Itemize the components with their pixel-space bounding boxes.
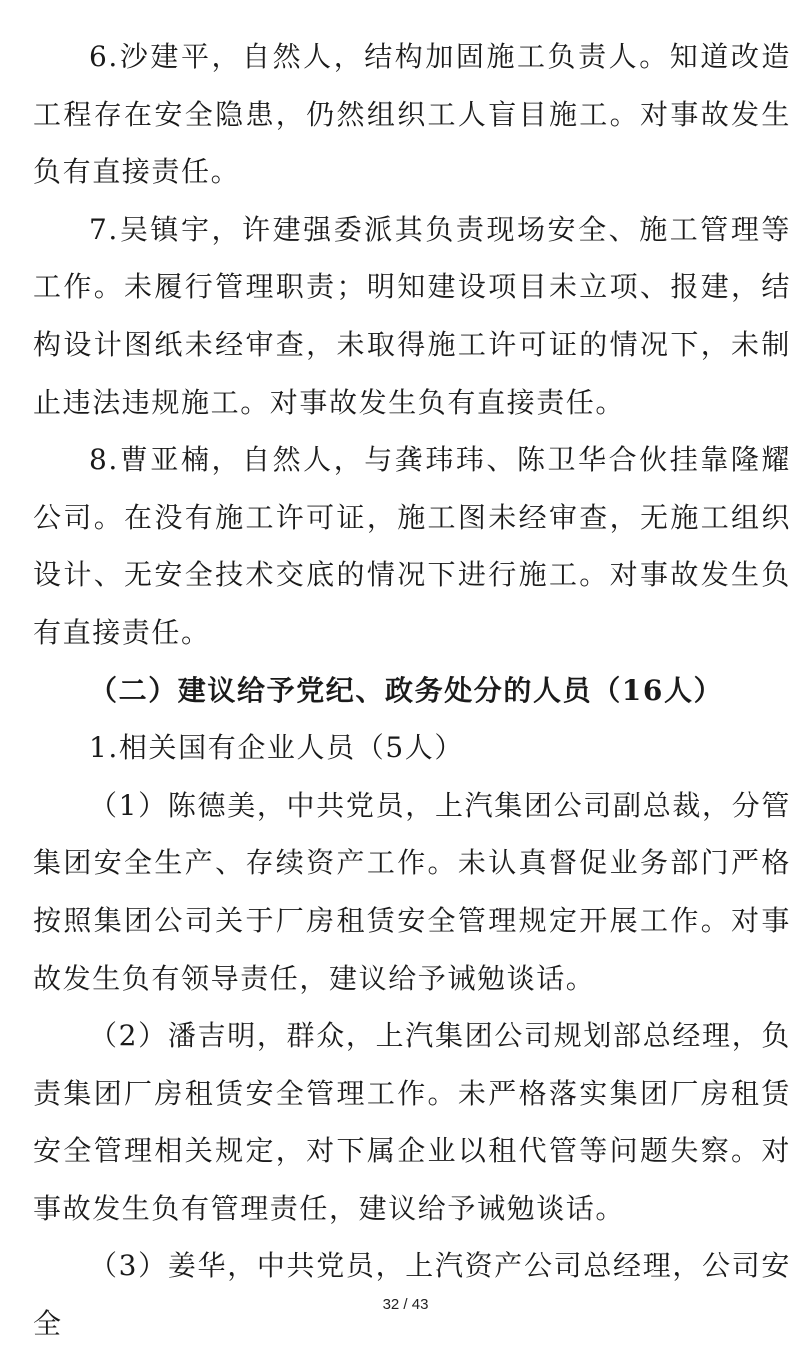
subsection-heading: 1.相关国有企业人员（5人）	[89, 731, 464, 765]
paragraph-sub-1: （1）陈德美，中共党员，上汽集团公司副总裁，分管集团安全生产、存续资产工作。未认真督促业务部门严格按照集团公司关于厂房租赁安全管理规定开展工作。对事故发生负有领导责任，建议给予诫勉谈话。	[33, 788, 791, 995]
paragraph-sub-2: （2）潘吉明，群众，上汽集团公司规划部总经理，负责集团厂房租赁安全管理工作。未严格落实集团厂房租赁安全管理相关规定，对下属企业以租代管等问题失察。对事故发生负有管理责任，建议给予诫勉谈话。	[33, 1019, 791, 1225]
paragraph-sub-3: （3）姜华，中共党员，上汽资产公司总经理，公司安全	[33, 1249, 791, 1341]
paragraph-item-7: 7.吴镇宇，许建强委派其负责现场安全、施工管理等工作。未履行管理职责；明知建设项目未立项、报建，结构设计图纸未经审查，未取得施工许可证的情况下，未制止违法违规施工。对事故发生负有直接责任。	[33, 212, 791, 419]
section-heading: （二）建议给予党纪、政务处分的人员（16人）	[89, 673, 724, 707]
document-body	[33, 28, 791, 1353]
paragraph-item-6: 6.沙建平，自然人，结构加固施工负责人。知道改造工程存在安全隐患，仍然组织工人盲目施工。对事故发生负有直接责任。	[33, 40, 791, 189]
paragraph-item-8: 8.曹亚楠，自然人，与龚玮玮、陈卫华合伙挂靠隆耀公司。在没有施工许可证，施工图未经审查，无施工组织设计、无安全技术交底的情况下进行施工。对事故发生负有直接责任。	[33, 443, 791, 649]
page-number: 32 / 43	[382, 1296, 429, 1313]
